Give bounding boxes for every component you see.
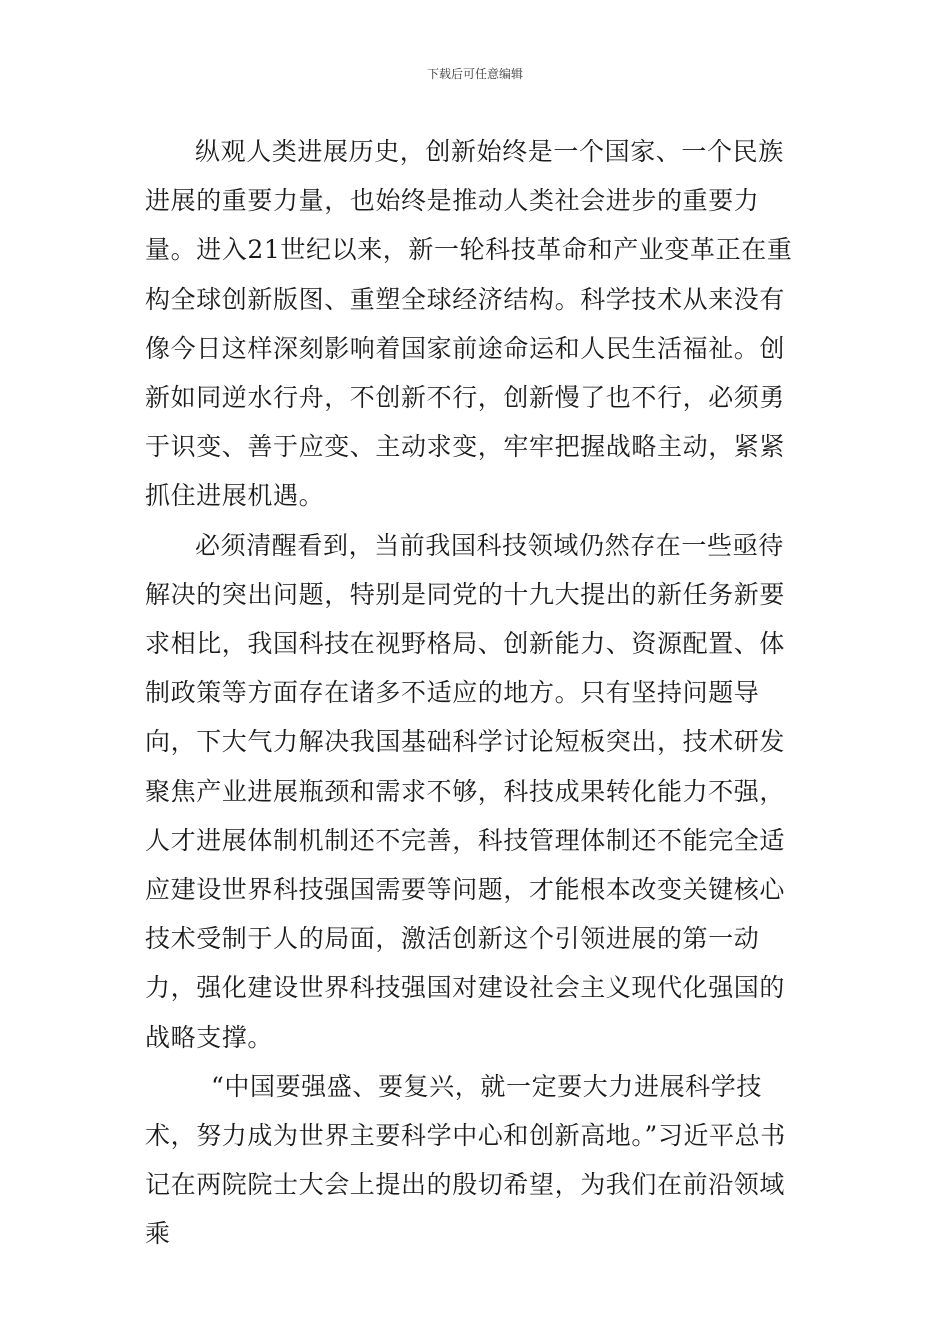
- paragraph-1: 纵观人类进展历史，创新始终是一个国家、一个民族进展的重要力量，也始终是推动人类社会进步的重要力量。进入21世纪以来，新一轮科技革命和产业变革正在重构全球创新版图、重塑全球经济结构。科学技术从来没有像今日这样深刻影响着国家前途命运和人民生活福祉。创新如同逆水行舟，不创新不行，创新慢了也不行，必须勇于识变、善于应变、主动求变，牢牢把握战略主动，紧紧抓住进展机遇。: [145, 137, 793, 511]
- paragraph-2: 必须清醒看到，当前我国科技领域仍然存在一些亟待解决的突出问题，特别是同党的十九大提出的新任务新要求相比，我国科技在视野格局、创新能力、资源配置、体制政策等方面存在诸多不适应的地方。只有坚持问题导向，下大气力解决我国基础科学讨论短板突出，技术研发聚焦产业进展瓶颈和需求不够，科技成果转化能力不强，人才进展体制机制还不完善，科技管理体制还不能完全适应建设世界科技强国需要等问题，才能根本改变关键核心技术受制于人的局面，激活创新这个引领进展的第一动力，强化建设世界科技强国对建设社会主义现代化强国的战略支撑。: [145, 530, 786, 1052]
- document-body: [145, 127, 805, 1259]
- page-header: 下载后可任意编辑: [426, 67, 523, 81]
- paragraph-3: “中国要强盛、要复兴，就一定要大力进展科学技术，努力成为世界主要科学中心和创新高地。”习近平总书记在两院院士大会上提出的殷切希望，为我们在前沿领域乘: [145, 1071, 786, 1249]
